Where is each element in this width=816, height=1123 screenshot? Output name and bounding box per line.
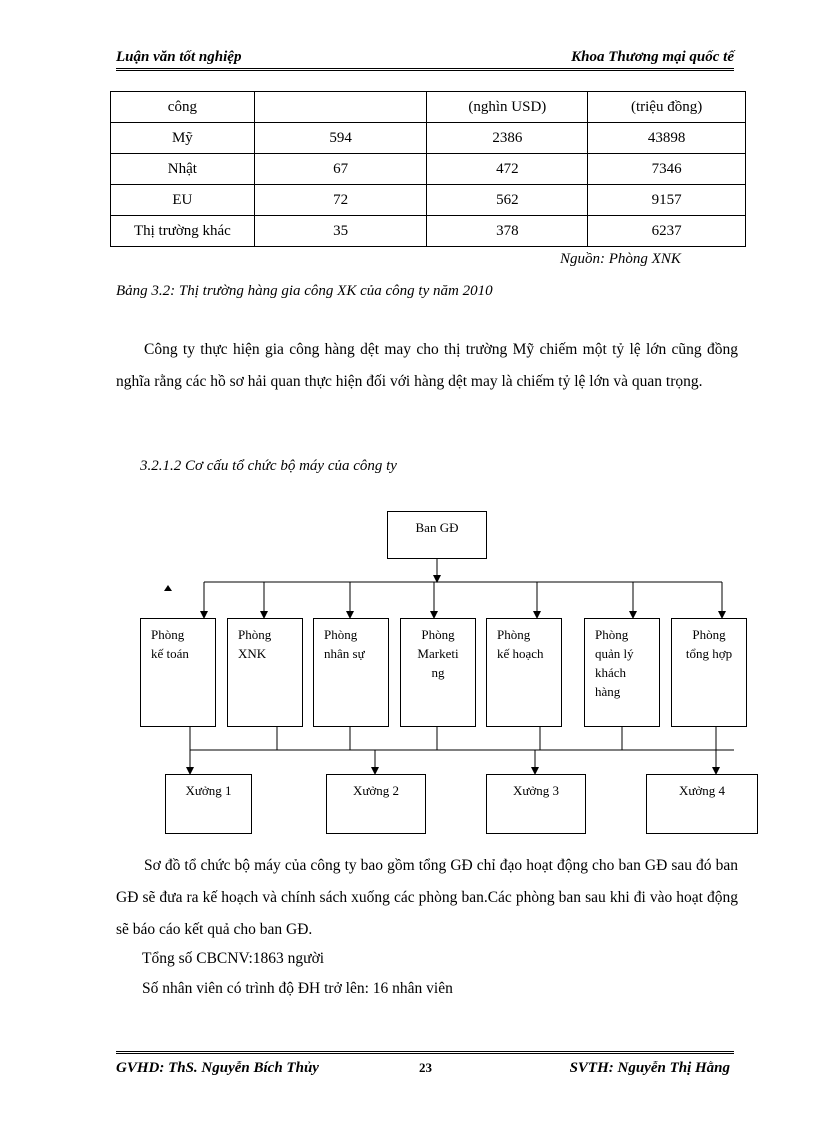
paragraph-market: Công ty thực hiện gia công hàng dệt may cho thị trường Mỹ chiếm một tỷ lệ lớn cũng đồng nghĩa rằng các hồ sơ hải quan thực hiện đối với hàng dệt may là chiếm tỷ lệ lớn và quan trọng.	[116, 341, 738, 390]
page-number: 23	[419, 1060, 432, 1075]
org-box-line: XNK	[238, 646, 267, 661]
org-box-department	[584, 618, 660, 727]
section-title: 3.2.1.2 Cơ cấu tổ chức bộ máy của công ty	[140, 458, 397, 474]
paragraph-org-text: Sơ đồ tổ chức bộ máy của công ty bao gồm tổng GĐ chỉ đạo hoạt động cho ban GĐ sau đó ban GĐ sẽ đưa ra kế hoạch và chính sách xuống các phòng ban.Các phòng ban sau khi đi vào hoạt động sẽ báo cáo kết quả cho ban GĐ.	[116, 857, 738, 938]
table-cell: EU	[111, 185, 255, 216]
page-header	[116, 47, 734, 71]
org-box-line: Phòng	[692, 627, 726, 642]
header-thesis-label: Luận văn tốt nghiệp	[116, 49, 242, 65]
org-box-line: Phòng	[421, 627, 455, 642]
table-row	[111, 154, 746, 185]
org-box-department	[400, 618, 476, 727]
org-box-line: Phòng	[324, 627, 358, 642]
table-cell: 6237	[588, 216, 746, 247]
org-box-line: Phòng	[497, 627, 531, 642]
org-box-department	[313, 618, 389, 727]
table-cell	[254, 92, 427, 123]
org-box-line: kế hoạch	[497, 646, 544, 661]
org-box-workshop: Xưởng 3	[486, 774, 586, 834]
org-box-line: quản lý	[595, 646, 634, 661]
org-box-workshop: Xưởng 1	[165, 774, 252, 834]
org-box-line: Marketi	[417, 646, 459, 661]
paragraph-org-description	[116, 850, 738, 946]
footer-advisor: GVHD: ThS. Nguyễn Bích Thủy	[116, 1060, 319, 1076]
table-cell: 35	[254, 216, 427, 247]
org-box-line: Phòng	[238, 627, 272, 642]
table-cell: 378	[427, 216, 588, 247]
table-cell: Nhật	[111, 154, 255, 185]
table-cell: 7346	[588, 154, 746, 185]
table-cell: 472	[427, 154, 588, 185]
header-faculty-label: Khoa Thương mại quốc tế	[571, 49, 734, 65]
table-cell: (triệu đồng)	[588, 92, 746, 123]
market-table	[110, 91, 746, 247]
org-box-line: kế toán	[151, 646, 189, 661]
org-box-line: tổng hợp	[685, 646, 733, 661]
table-cell: 562	[427, 185, 588, 216]
table-row	[111, 216, 746, 247]
table-cell: 9157	[588, 185, 746, 216]
org-box-department	[486, 618, 562, 727]
org-box-line: nhân sự	[324, 646, 365, 661]
org-box-line: Phòng	[151, 627, 185, 642]
org-box-department	[671, 618, 747, 727]
org-box-line: hàng	[595, 684, 621, 699]
org-box-workshop: Xưởng 4	[646, 774, 758, 834]
org-box-line: ng	[431, 665, 445, 680]
table-row	[111, 185, 746, 216]
staff-total-line: Tổng số CBCNV:1863 người	[142, 950, 325, 967]
table-cell: 43898	[588, 123, 746, 154]
table-cell: Mỹ	[111, 123, 255, 154]
org-box-line: khách	[595, 665, 627, 680]
org-box-board: Ban GĐ	[387, 511, 487, 559]
table-cell: 594	[254, 123, 427, 154]
footer-student: SVTH: Nguyễn Thị Hằng	[569, 1060, 730, 1076]
table-cell: 2386	[427, 123, 588, 154]
university-staff-line: Số nhân viên có trình độ ĐH trở lên: 16 nhân viên	[142, 980, 453, 997]
org-box-department	[140, 618, 216, 727]
org-box-department	[227, 618, 303, 727]
table-cell: (nghìn USD)	[427, 92, 588, 123]
table-caption: Bảng 3.2: Thị trường hàng gia công XK của công ty năm 2010	[116, 283, 493, 299]
org-box-line: Phòng	[595, 627, 629, 642]
table-cell: Thị trường khác	[111, 216, 255, 247]
table-cell: công	[111, 92, 255, 123]
org-box-workshop: Xưởng 2	[326, 774, 426, 834]
table-cell: 67	[254, 154, 427, 185]
table-row	[111, 92, 746, 123]
page-footer	[116, 1051, 734, 1081]
table-cell: 72	[254, 185, 427, 216]
table-source: Nguồn: Phòng XNK	[560, 251, 681, 267]
table-row	[111, 123, 746, 154]
